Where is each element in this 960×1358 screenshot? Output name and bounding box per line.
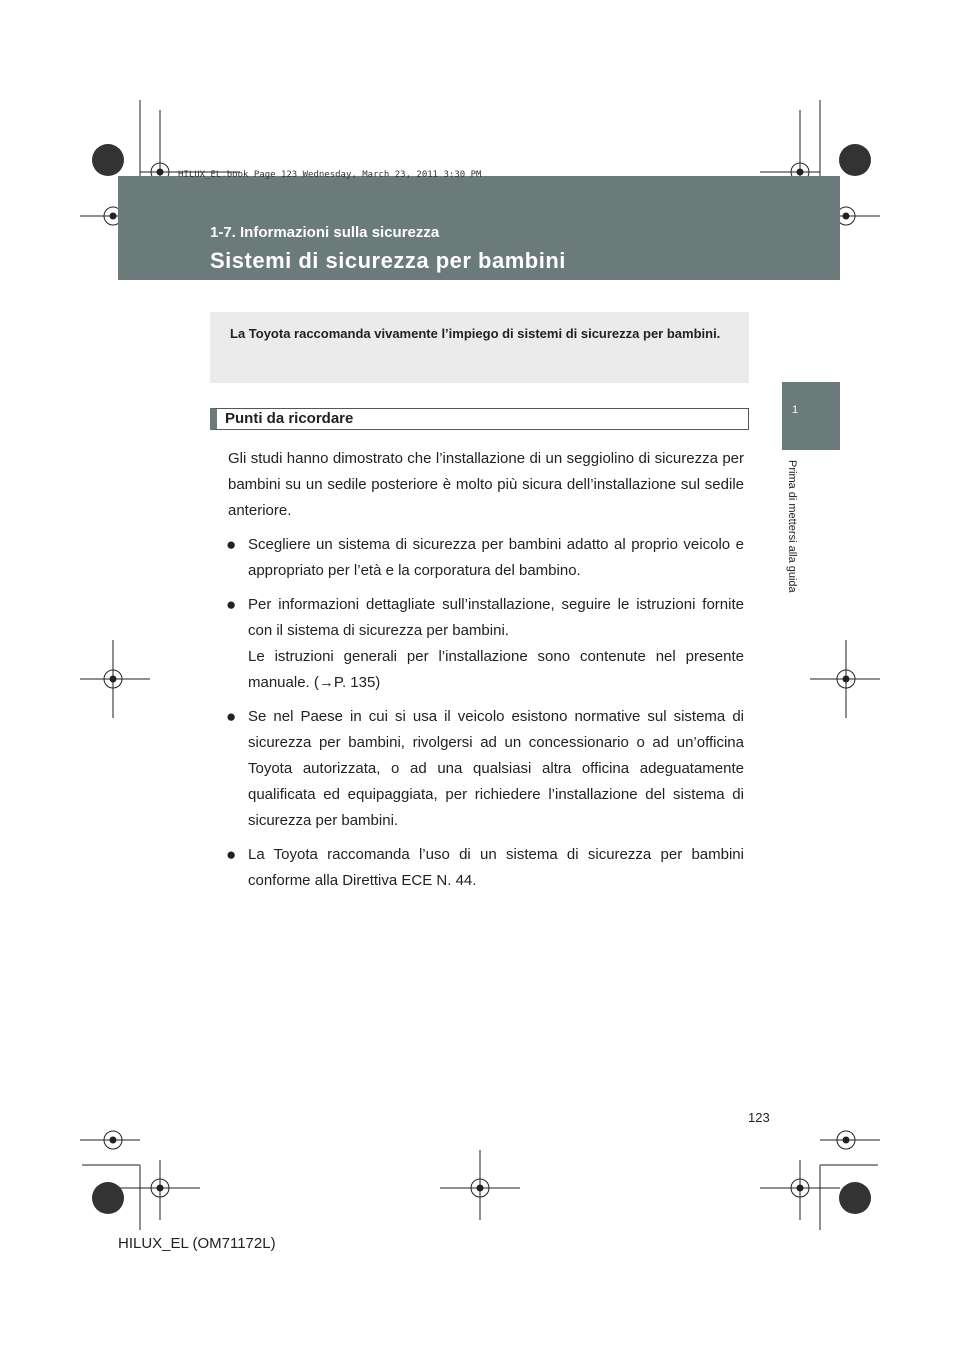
radial-target-icon: [839, 1182, 871, 1214]
list-item-text: La Toyota raccomanda l’uso di un sistema di sicurezza per bambini conforme alla Direttiva ECE N. 44.: [248, 846, 744, 889]
list-item-text: Per informazioni dettagliate sull’installazione, seguire le istruzioni fornite con il sistema di sicurezza per bambini.: [248, 596, 744, 639]
list-item-text: Se nel Paese in cui si usa il veicolo esistono normative sul sistema di sicurezza per bambini, rivolgersi ad un concessionario o ad un’officina Toyota autorizzata, o ad una qualsiasi altra officina adeguatamente qualificata ed equipaggiata, per richiedere l’installazione del sistema di sicurezza per bambini.: [248, 708, 744, 829]
list-item: [228, 704, 744, 834]
chapter-number: 1: [792, 404, 799, 416]
page-number: 123: [748, 1110, 770, 1125]
subheading: Punti da ricordare: [210, 408, 749, 430]
radial-target-icon: [839, 144, 871, 176]
footer-model: HILUX_EL (OM71172L): [118, 1235, 276, 1252]
chapter-tab: [782, 382, 840, 450]
crop-mark-icon: [760, 1160, 840, 1220]
book-slug: HILUX_EL.book Page 123 Wednesday, March 23, 2011 3:30 PM: [178, 170, 482, 180]
crop-mark-icon: [80, 640, 150, 718]
crop-mark-icon: [440, 1150, 520, 1220]
list-item-note: Le istruzioni generali per l’installazione sono contenute nel presente manuale. (→P. 135): [248, 648, 744, 691]
paragraph: Gli studi hanno dimostrato che l’installazione di un seggiolino di sicurezza per bambini su un sedile posteriore è molto più sicura dell’installazione sul sedile anteriore.: [228, 450, 744, 519]
bullet-icon: ●: [226, 535, 237, 554]
intro-box: La Toyota raccomanda vivamente l’impiego di sistemi di sicurezza per bambini.: [210, 312, 749, 383]
crop-mark-icon: [120, 1160, 200, 1220]
crop-mark-icon: [80, 1131, 140, 1149]
bullet-icon: ●: [226, 845, 237, 864]
radial-target-icon: [92, 1182, 124, 1214]
page-title: Sistemi di sicurezza per bambini: [210, 248, 566, 273]
radial-target-icon: [92, 144, 124, 176]
list-item: [228, 592, 744, 696]
list-item: [228, 842, 744, 894]
crop-mark-icon: [820, 1131, 880, 1149]
list-item-text: Scegliere un sistema di sicurezza per bambini adatto al proprio veicolo e appropriato per l’età e la corporatura del bambino.: [248, 536, 744, 579]
bullet-icon: ●: [226, 707, 237, 726]
list-item: [228, 532, 744, 584]
body-text: [228, 446, 744, 902]
chapter-title: Prima di mettersi alla guida: [786, 460, 798, 593]
section-label: 1-7. Informazioni sulla sicurezza: [210, 224, 440, 241]
crop-mark-icon: [810, 640, 880, 718]
bullet-icon: ●: [226, 595, 237, 614]
